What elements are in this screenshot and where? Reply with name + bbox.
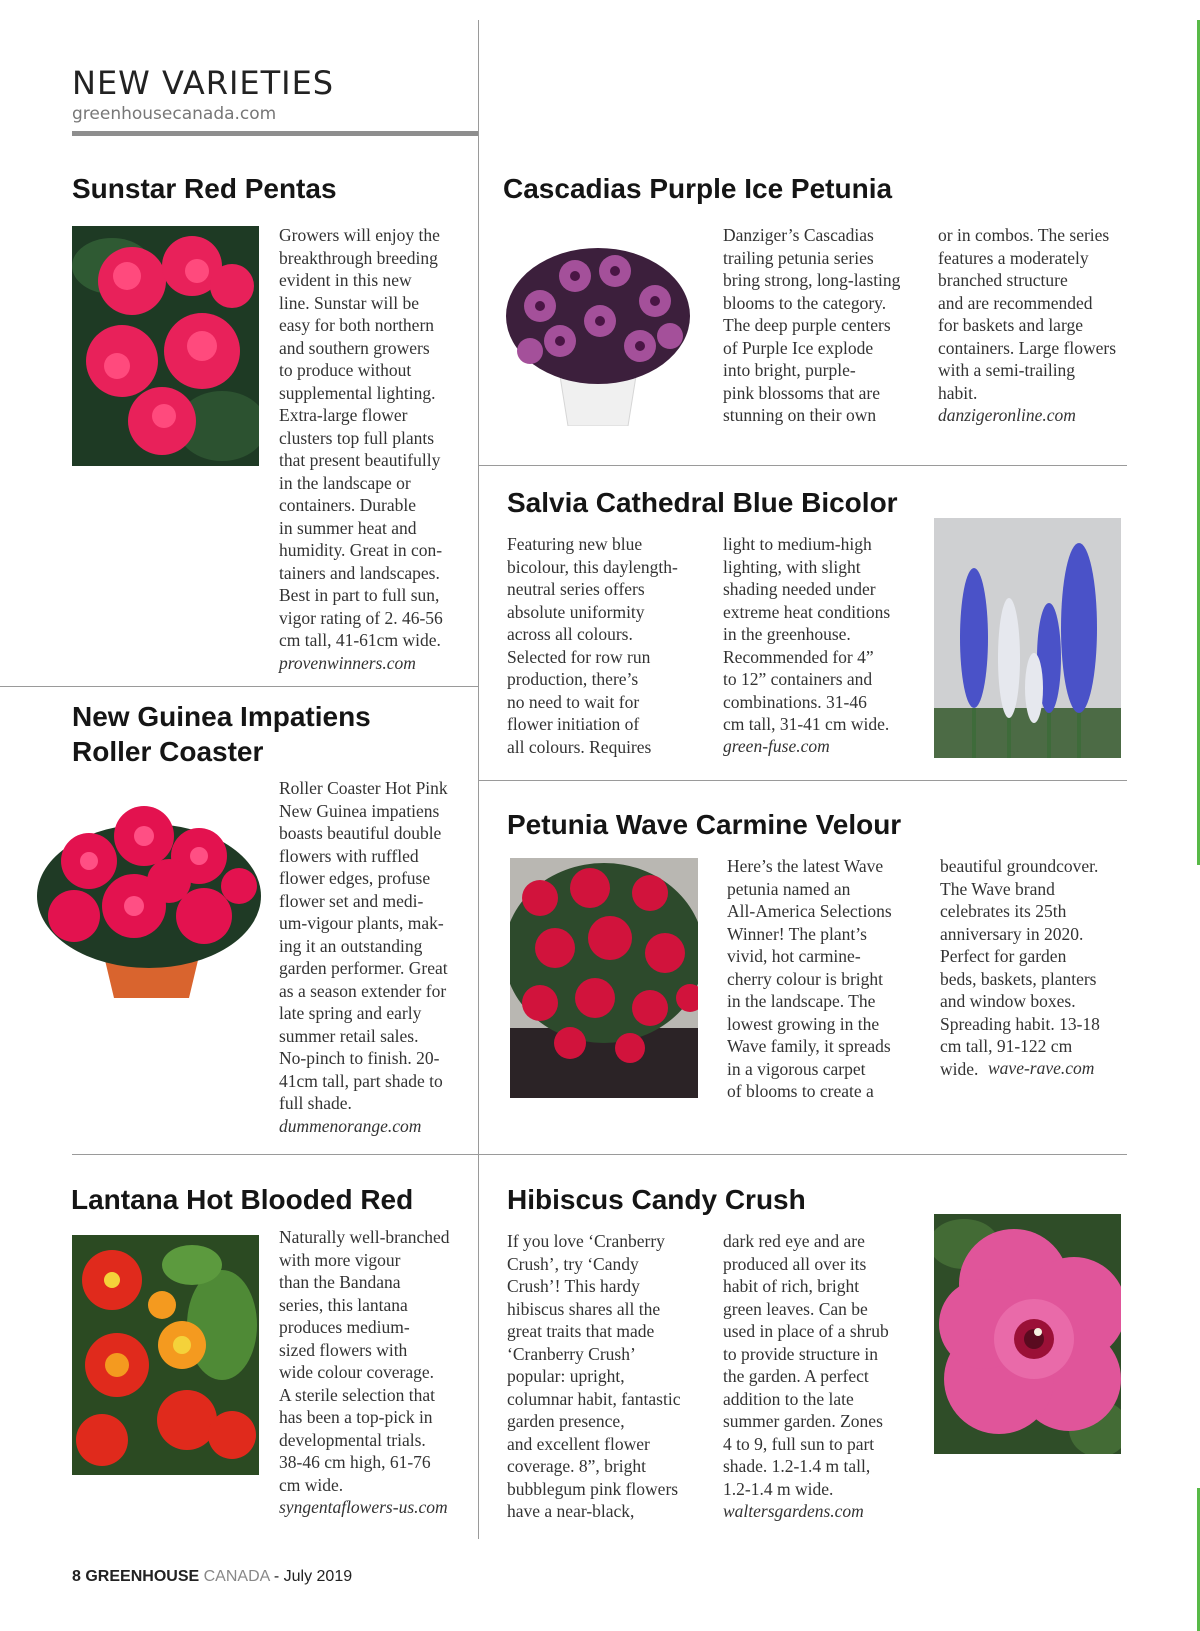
- rule-right-1: [479, 465, 1127, 466]
- impatiens-photo: [34, 786, 264, 998]
- article-body: Growers will enjoy the breakthrough breeding evident in this new line. Sunstar will be easy for both northern and southern growers to produce without supplemental lighting. Extra-large flower clusters top full plants that present beautifully in the landscape or containers. Durable in summer heat and humidity. Great in con- tainers and landscapes. Best in part to full sun, vigor rating of 2. 46-56 cm tall, 41-61cm wide.: [279, 225, 443, 650]
- article-title: Lantana Hot Blooded Red: [71, 1184, 414, 1215]
- source-link[interactable]: green-fuse.com: [723, 736, 830, 756]
- article-title-line1: New Guinea Impatiens: [72, 701, 371, 732]
- source-link[interactable]: danzigeronline.com: [938, 405, 1076, 425]
- article-body-col1: Here’s the latest Wave petunia named an All-America Selections Winner! The plant’s vivid, hot carmine- cherry colour is bright in the landscape. The lowest growing in the Wave family, it spreads in a vigorous carpet of blooms to create a: [727, 856, 892, 1101]
- site-url[interactable]: greenhousecanada.com: [72, 104, 277, 124]
- magazine-brand-light: CANADA: [203, 1568, 270, 1585]
- article-body-col2: or in combos. The series features a moderately branched structure and are recommended for baskets and large containers. Large flowers with a semi-trailing habit.: [938, 225, 1117, 403]
- pentas-photo: [72, 226, 259, 466]
- article-title: Sunstar Red Pentas: [72, 173, 337, 204]
- page-footer: [72, 1568, 352, 1586]
- magazine-brand-bold: GREENHOUSE: [85, 1568, 200, 1585]
- page-section-title: NEW VARIETIES: [72, 64, 335, 102]
- page-number: 8: [72, 1568, 81, 1585]
- article-title-line2: Roller Coaster: [72, 736, 264, 767]
- article-title: Hibiscus Candy Crush: [507, 1184, 806, 1215]
- rule-right-2: [479, 780, 1127, 781]
- article-body-col1: Featuring new blue bicolour, this daylength- neutral series offers absolute uniformity across all colours. Selected for row run production, there’s no need to wait for flower initiation of all colours. Requires: [507, 534, 678, 757]
- hibiscus-photo: [934, 1214, 1121, 1454]
- source-link[interactable]: provenwinners.com: [279, 653, 416, 673]
- article-title: Petunia Wave Carmine Velour: [507, 809, 902, 840]
- article-body: Roller Coaster Hot Pink New Guinea impatiens boasts beautiful double flowers with ruffled flower edges, profuse flower set and medi- um-vigour plants, mak- ing it an outstanding garden performer. Great as a season extender for late spring and early summer retail sales. No-pinch to finish. 20- 41cm tall, part shade to full shade.: [279, 778, 448, 1113]
- lantana-photo: [72, 1235, 259, 1475]
- article-body-col2: dark red eye and are produced all over its habit of rich, bright green leaves. Can be used in place of a shrub to provide structure in the garden. A perfect addition to the late summer garden. Zones 4 to 9, full sun to part shade. 1.2-1.4 m tall, 1.2-1.4 m wide.: [723, 1231, 889, 1499]
- wave-petunia-photo: [510, 858, 698, 1098]
- article-body-col1: Danziger’s Cascadias trailing petunia series bring strong, long-lasting blooms to the category. The deep purple centers of Purple Ice explode into bright, purple- pink blossoms that are stunning on their own: [723, 225, 901, 425]
- article-body: Naturally well-branched with more vigour than the Bandana series, this lantana produces medium- sized flowers with wide colour coverage. A sterile selection that has been a top-pick in developmental trials. 38-46 cm high, 61-76 cm wide.: [279, 1227, 450, 1495]
- source-link[interactable]: waltersgardens.com: [723, 1501, 864, 1521]
- article-body-col2: light to medium-high lighting, with slight shading needed under extreme heat conditions in the greenhouse. Recommended for 4” to 12” containers and combinations. 31-46 cm tall, 31-41 cm wide.: [723, 534, 891, 734]
- rule-left-1: [0, 686, 479, 687]
- source-link[interactable]: syngentaflowers-us.com: [279, 1497, 448, 1517]
- article-body-col1: If you love ‘Cranberry Crush’, try ‘Candy Crush’! This hardy hibiscus shares all the great traits that made ‘Cranberry Crush’ popular: upright, columnar habit, fantastic garden presence, and excellent flower coverage. 8”, bright bubblegum pink flowers have a near-black,: [507, 1231, 681, 1521]
- source-link[interactable]: dummenorange.com: [279, 1116, 422, 1136]
- petunia-ice-photo: [500, 236, 696, 426]
- article-body-col2: beautiful groundcover. The Wave brand celebrates its 25th anniversary in 2020. Perfect for garden beds, baskets, planters and window boxes. Spreading habit. 13-18 cm tall, 91-122 cm wide.: [940, 856, 1100, 1079]
- source-link[interactable]: wave-rave.com: [988, 1058, 1095, 1078]
- article-title: Salvia Cathedral Blue Bicolor: [507, 487, 898, 518]
- article-title: Cascadias Purple Ice Petunia: [503, 173, 893, 204]
- salvia-photo: [934, 518, 1121, 758]
- issue-date: - July 2019: [273, 1568, 353, 1585]
- rule-full: [72, 1154, 1127, 1155]
- header-rule: [72, 131, 479, 136]
